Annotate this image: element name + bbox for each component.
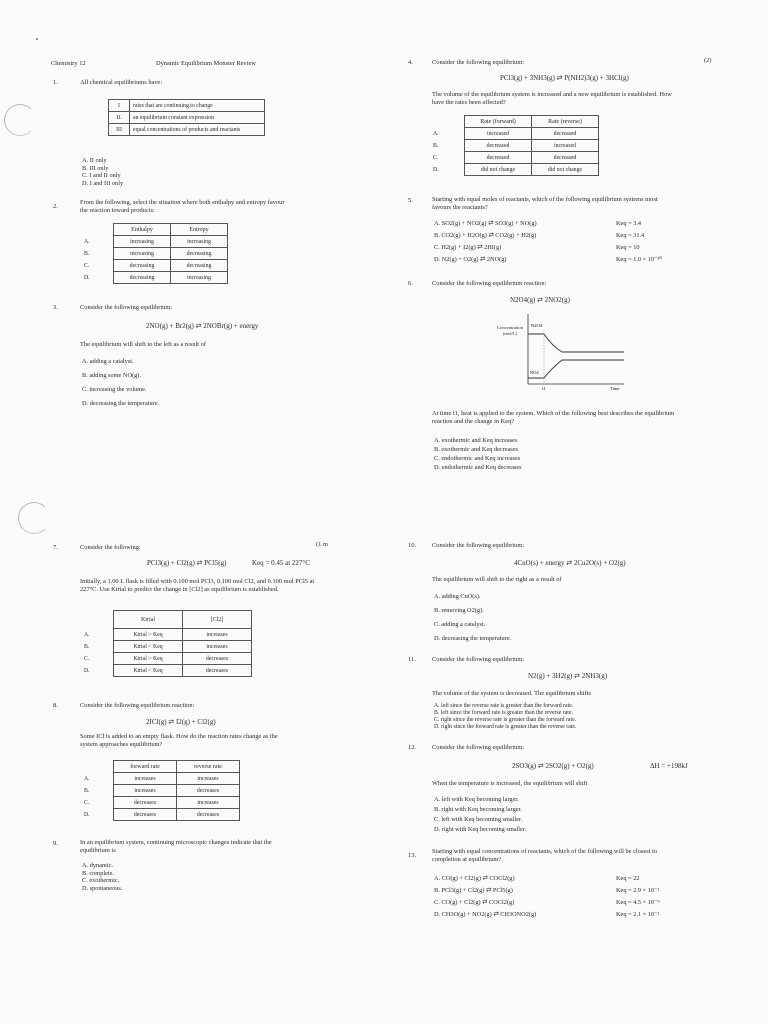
q4-cell: decreased	[465, 152, 532, 164]
q8-header-forward: forward rate	[114, 761, 177, 773]
q4-number: 4.	[408, 59, 413, 66]
q1-option-c[interactable]: C. I and II only	[82, 172, 121, 180]
q5-keq: Keq = 10	[616, 244, 640, 251]
q6-option-b[interactable]: B. exothermic and Keq decreases	[434, 446, 519, 453]
q13-options	[434, 873, 536, 921]
q1-roman: III	[109, 124, 130, 136]
q12-option-c[interactable]: C. left with Keq becoming smaller.	[434, 816, 523, 823]
q1-statement: equal concentrations of products and reactants	[130, 124, 265, 136]
q2-table	[84, 223, 228, 284]
q10-equation: 4CuO(s) + energy ⇄ 2Cu2O(s) + O2(g)	[514, 559, 626, 567]
q4-cell: did not change	[532, 164, 599, 176]
q11-options	[434, 703, 576, 731]
q12-option-b[interactable]: B. right with Keq becoming larger.	[434, 806, 522, 813]
q3-option-a[interactable]: A. adding a catalyst.	[82, 358, 134, 365]
q6-options	[434, 436, 522, 472]
q2-header-entropy: Entropy	[171, 224, 228, 236]
q12-enthalpy: ΔH = +198kJ	[650, 762, 688, 770]
q1-option-d[interactable]: D. I and III only	[82, 179, 124, 187]
q7-cell: increases	[183, 641, 252, 653]
q2-row-label[interactable]: B.	[84, 250, 90, 257]
q5-options	[434, 218, 537, 266]
q2-cell: decreasing	[171, 248, 228, 260]
q7-cell: Ktrial > Keq	[114, 629, 183, 641]
q5-option-a[interactable]: A. SO2(g) + NO2(g) ⇄ SO3(g) + NO(g)	[434, 220, 537, 227]
q3-stem: The equilibrium will shift to the left as a result of	[80, 341, 207, 348]
q7-header-ktrial: Ktrial	[114, 611, 183, 629]
q7-row-label[interactable]: C.	[84, 655, 90, 662]
q2-cell: increasing	[171, 236, 228, 248]
q6-curve-label-top: N2O4	[531, 323, 542, 328]
q6-ylabel-line2: (mol/L)	[502, 330, 518, 336]
q5-prompt: Starting with equal moles of reactants, which of the following equilibrium systems most favours the reactants?	[432, 196, 658, 212]
q8-cell: increases	[177, 797, 240, 809]
q10-option-c[interactable]: C. adding a catalyst.	[434, 621, 486, 628]
q5-keq: Keq = 31.4	[616, 232, 645, 239]
q7-keq: Keq = 0.45 at 227°C	[252, 559, 310, 567]
hole-punch-mark-bottom	[18, 502, 50, 534]
q11-equation: N2(g) + 3H2(g) ⇄ 2NH3(g)	[528, 672, 608, 680]
page-mark: (2)	[704, 57, 712, 64]
q4-table	[433, 115, 599, 176]
q1-statements-table	[108, 99, 265, 136]
q2-cell: decreasing	[171, 260, 228, 272]
q13-number: 13.	[408, 852, 417, 859]
q7-row-label[interactable]: A.	[84, 631, 90, 638]
q5-option-d[interactable]: D. N2(g) + O2(g) ⇄ 2NO(g)	[434, 256, 507, 263]
q3-option-c[interactable]: C. increasing the volume.	[82, 386, 147, 393]
q8-cell: decreases	[177, 809, 240, 821]
q7-cell: Ktrial < Keq	[114, 641, 183, 653]
q1-statement: an equilibrium constant expression	[130, 112, 265, 124]
q12-equation: 2SO3(g) ⇄ 2SO2(g) + O2(g)	[512, 762, 594, 770]
q1-roman: II.	[109, 112, 130, 124]
q9-option-d[interactable]: D. spontaneous.	[82, 884, 123, 892]
q6-x-label: Time	[610, 386, 620, 391]
q13-option-d[interactable]: D. CH3O(g) + NO2(g) ⇄ CH3ONO2(g)	[434, 911, 537, 918]
q4-cell: decreased	[465, 140, 532, 152]
q8-header-reverse: reverse rate	[177, 761, 240, 773]
q2-number: 2.	[53, 203, 58, 210]
q12-options	[434, 795, 526, 835]
q7-equation: PCl3(g) + Cl2(g) ⇄ PCl5(g)	[147, 559, 227, 567]
q5-option-c[interactable]: C. H2(g) + I2(g) ⇄ 2HI(g)	[434, 244, 502, 251]
q4-equation: PCl3(g) + 3NH3(g) ⇄ P(NH2)3(g) + 3HCl(g)	[500, 74, 629, 82]
q8-cell: increases	[114, 773, 177, 785]
q8-cell: increases	[177, 773, 240, 785]
q1-number: 1.	[53, 79, 58, 86]
q7-row-label[interactable]: B.	[84, 643, 90, 650]
q9-prompt: In an equilibrium system, continuing microscopic changes indicate that the equilibrium is	[80, 839, 272, 855]
q3-number: 3.	[53, 304, 58, 311]
q7-stem: Initially, a 1.00 L flask is filled with 0.100 mol PCl3, 0.100 mol Cl2, and 0.100 mol PCl5 at 227°C. Use Ktrial to predict the change in [Cl2] as equilibrium is established.	[80, 578, 315, 594]
q9-option-c[interactable]: C. exothermic.	[82, 877, 120, 885]
q4-stem: The volume of the equilibrium system is increased and a new equilibrium is established. How have the rates been affected?	[432, 91, 672, 107]
q4-row-label[interactable]: B.	[433, 142, 439, 149]
q7-cell: Ktrial < Keq	[114, 665, 183, 677]
q2-prompt: From the following, select the situation where both enthalpy and entropy favour the reaction toward products:	[80, 199, 285, 215]
q8-equation: 2ICl(g) ⇄ I2(g) + Cl2(g)	[146, 718, 216, 726]
q7-prompt: Consider the following:	[80, 544, 141, 551]
q8-row-label[interactable]: C.	[84, 799, 90, 806]
q6-equation: N2O4(g) ⇄ 2NO2(g)	[510, 296, 570, 304]
q1-option-a[interactable]: A. II only	[82, 157, 107, 164]
q4-row-label[interactable]: D.	[433, 166, 439, 173]
q13-option-a[interactable]: A. CO(g) + Cl2(g) ⇄ COCl2(g)	[434, 875, 515, 882]
q4-cell: increased	[465, 128, 532, 140]
page-title: Dynamic Equilibrium Monster Review	[156, 60, 256, 67]
q6-number: 6.	[408, 280, 413, 287]
q7-cell: increases	[183, 629, 252, 641]
q8-cell: decreases	[114, 797, 177, 809]
q13-prompt: Starting with equal concentrations of reactants, which of the following will be closest to completion at equilibrium?	[432, 848, 658, 864]
q2-row-label[interactable]: D.	[84, 274, 90, 281]
speck-mark	[36, 38, 38, 40]
q1-option-b[interactable]: B. III only	[82, 164, 109, 172]
q6-option-d[interactable]: D. endothermic and Keq decreases	[434, 464, 522, 471]
q6-ylabel-line1: Concentration	[496, 325, 524, 330]
q6-option-c[interactable]: C. endothermic and Keq increases	[434, 455, 521, 462]
q10-number: 10.	[408, 542, 417, 549]
q13-keq: Keq = 22	[616, 875, 640, 882]
q7-cell: decreases	[183, 665, 252, 677]
q12-prompt: Consider the following equilibrium:	[432, 744, 525, 751]
q1-options	[82, 157, 123, 187]
q7-header-cl2: [Cl2]	[183, 611, 252, 629]
q11-option-d[interactable]: D. right since the forward rate is greater than the reverse rate.	[434, 724, 577, 730]
q2-cell: decreasing	[114, 272, 171, 284]
hole-punch-mark-top	[4, 104, 36, 136]
q8-row-label[interactable]: B.	[84, 787, 90, 794]
q13-option-b[interactable]: B. PCl3(g) + Cl2(g) ⇄ PCl5(g)	[434, 887, 513, 894]
q2-cell: decreasing	[114, 260, 171, 272]
q5-keq: Keq = 3.4	[616, 220, 642, 227]
course-name: Chemistry 12	[51, 60, 86, 67]
q6-graph-ylabel	[490, 325, 530, 336]
q4-header-forward: Rate (forward)	[465, 116, 532, 128]
q6-prompt: Consider the following equilibrium reaction:	[432, 280, 547, 287]
q13-keq: Keq = 2.1 × 10⁻²	[616, 911, 660, 918]
q7-cell: decreases	[183, 653, 252, 665]
q4-cell: decreased	[532, 128, 599, 140]
q3-option-d[interactable]: D. decreasing the temperature.	[82, 400, 160, 407]
q12-stem: When the temperature is increased, the equilibrium will shift	[432, 780, 588, 787]
q3-equation: 2NO(g) + Br2(g) ⇄ 2NOBr(g) + energy	[146, 322, 259, 330]
q6-option-a[interactable]: A. exothermic and Keq increases	[434, 437, 518, 444]
q8-table	[84, 760, 240, 821]
q1-statement: rates that are continuing to change	[130, 100, 265, 112]
q1-prompt: All chemical equilibriums have:	[80, 79, 163, 86]
q3-option-b[interactable]: B. adding some NO(g).	[82, 372, 141, 379]
q8-row-label[interactable]: D.	[84, 811, 90, 818]
q8-prompt: Consider the following equilibrium reaction:	[80, 702, 195, 709]
q2-row-label[interactable]: A.	[84, 238, 90, 245]
q13-option-c[interactable]: C. CO(g) + Cl2(g) ⇄ COCl2(g)	[434, 899, 515, 906]
q7-table	[84, 610, 252, 677]
q11-stem: The volume of the system is decreased. The equilibrium shifts	[432, 690, 591, 697]
q8-cell: increases	[114, 785, 177, 797]
q7-cell: Ktrial > Keq	[114, 653, 183, 665]
q4-row-label[interactable]: C.	[433, 154, 439, 161]
q13-keq-values	[616, 873, 660, 921]
q13-keq: Keq = 2.9 × 10⁻²	[616, 887, 660, 894]
q10-options	[434, 590, 511, 646]
q4-cell: increased	[532, 140, 599, 152]
q8-cell: decreases	[177, 785, 240, 797]
q4-prompt: Consider the following equilibrium:	[432, 59, 525, 66]
q7-mark: (1 m	[316, 541, 328, 548]
q4-cell: decreased	[532, 152, 599, 164]
q10-prompt: Consider the following equilibrium:	[432, 542, 525, 549]
q11-number: 11.	[408, 656, 416, 663]
q2-cell: increasing	[114, 236, 171, 248]
q2-cell: increasing	[114, 248, 171, 260]
q7-row-label[interactable]: D.	[84, 667, 90, 674]
q2-row-label[interactable]: C.	[84, 262, 90, 269]
q1-roman: I	[109, 100, 130, 112]
q5-keq-values	[616, 218, 662, 266]
q10-option-a[interactable]: A. adding CuO(s).	[434, 593, 481, 600]
q4-cell: did not change	[465, 164, 532, 176]
q8-row-label[interactable]: A.	[84, 775, 90, 782]
q10-option-b[interactable]: B. removing O2(g).	[434, 607, 484, 614]
q5-keq: Keq = 1.0 × 10⁻³⁰	[616, 256, 662, 263]
q3-prompt: Consider the following equilibrium:	[80, 304, 173, 311]
q3-options	[82, 355, 159, 411]
q9-number: 9.	[53, 840, 58, 847]
q6-stem: At time t1, heat is applied to the system. Which of the following best describes the equilibrium reaction and the change in Keq?	[432, 410, 675, 426]
q8-cell: decreases	[114, 809, 177, 821]
q9-option-a[interactable]: A. dynamic.	[82, 862, 113, 869]
q7-number: 7.	[53, 544, 58, 551]
q12-number: 12.	[408, 744, 417, 751]
q4-row-label[interactable]: A.	[433, 130, 439, 137]
q6-no2-curve	[528, 360, 624, 378]
q11-option-c[interactable]: C. right since the reverse rate is greater than the forward rate.	[434, 717, 577, 723]
q9-options	[82, 862, 122, 892]
q6-n2o4-curve	[528, 334, 624, 352]
q5-number: 5.	[408, 197, 413, 204]
q6-t1-label: t1	[542, 386, 546, 391]
q6-concentration-graph	[526, 312, 626, 392]
q11-option-a[interactable]: A. left since the reverse rate is greater than the forward rate.	[434, 703, 574, 709]
q8-number: 8.	[53, 702, 58, 709]
q4-header-reverse: Rate (reverse)	[532, 116, 599, 128]
q8-stem: Some ICl is added to an empty flask. How do the reaction rates change as the system approaches equilibrium?	[80, 733, 278, 749]
q11-prompt: Consider the following equilibrium:	[432, 656, 525, 663]
q5-option-b[interactable]: B. CO2(g) + H2O(g) ⇄ CO2(g) + H2(g)	[434, 232, 537, 239]
q11-option-b[interactable]: B. left since the forward rate is greater than the reverse rate.	[434, 710, 573, 716]
q12-option-a[interactable]: A. left with Keq becoming larger.	[434, 796, 519, 803]
q9-option-b[interactable]: B. complete.	[82, 869, 115, 877]
q10-option-d[interactable]: D. decreasing the temperature.	[434, 635, 512, 642]
q13-keq: Keq = 4.5 × 10⁻⁹	[616, 899, 660, 906]
q2-cell: increasing	[171, 272, 228, 284]
q10-stem: The equilibrium will shift to the right as a result of	[432, 576, 562, 583]
q2-header-enthalpy: Enthalpy	[114, 224, 171, 236]
q12-option-d[interactable]: D. right with Keq becoming smaller.	[434, 826, 527, 833]
q6-curve-label-bottom: NO2	[530, 370, 539, 375]
